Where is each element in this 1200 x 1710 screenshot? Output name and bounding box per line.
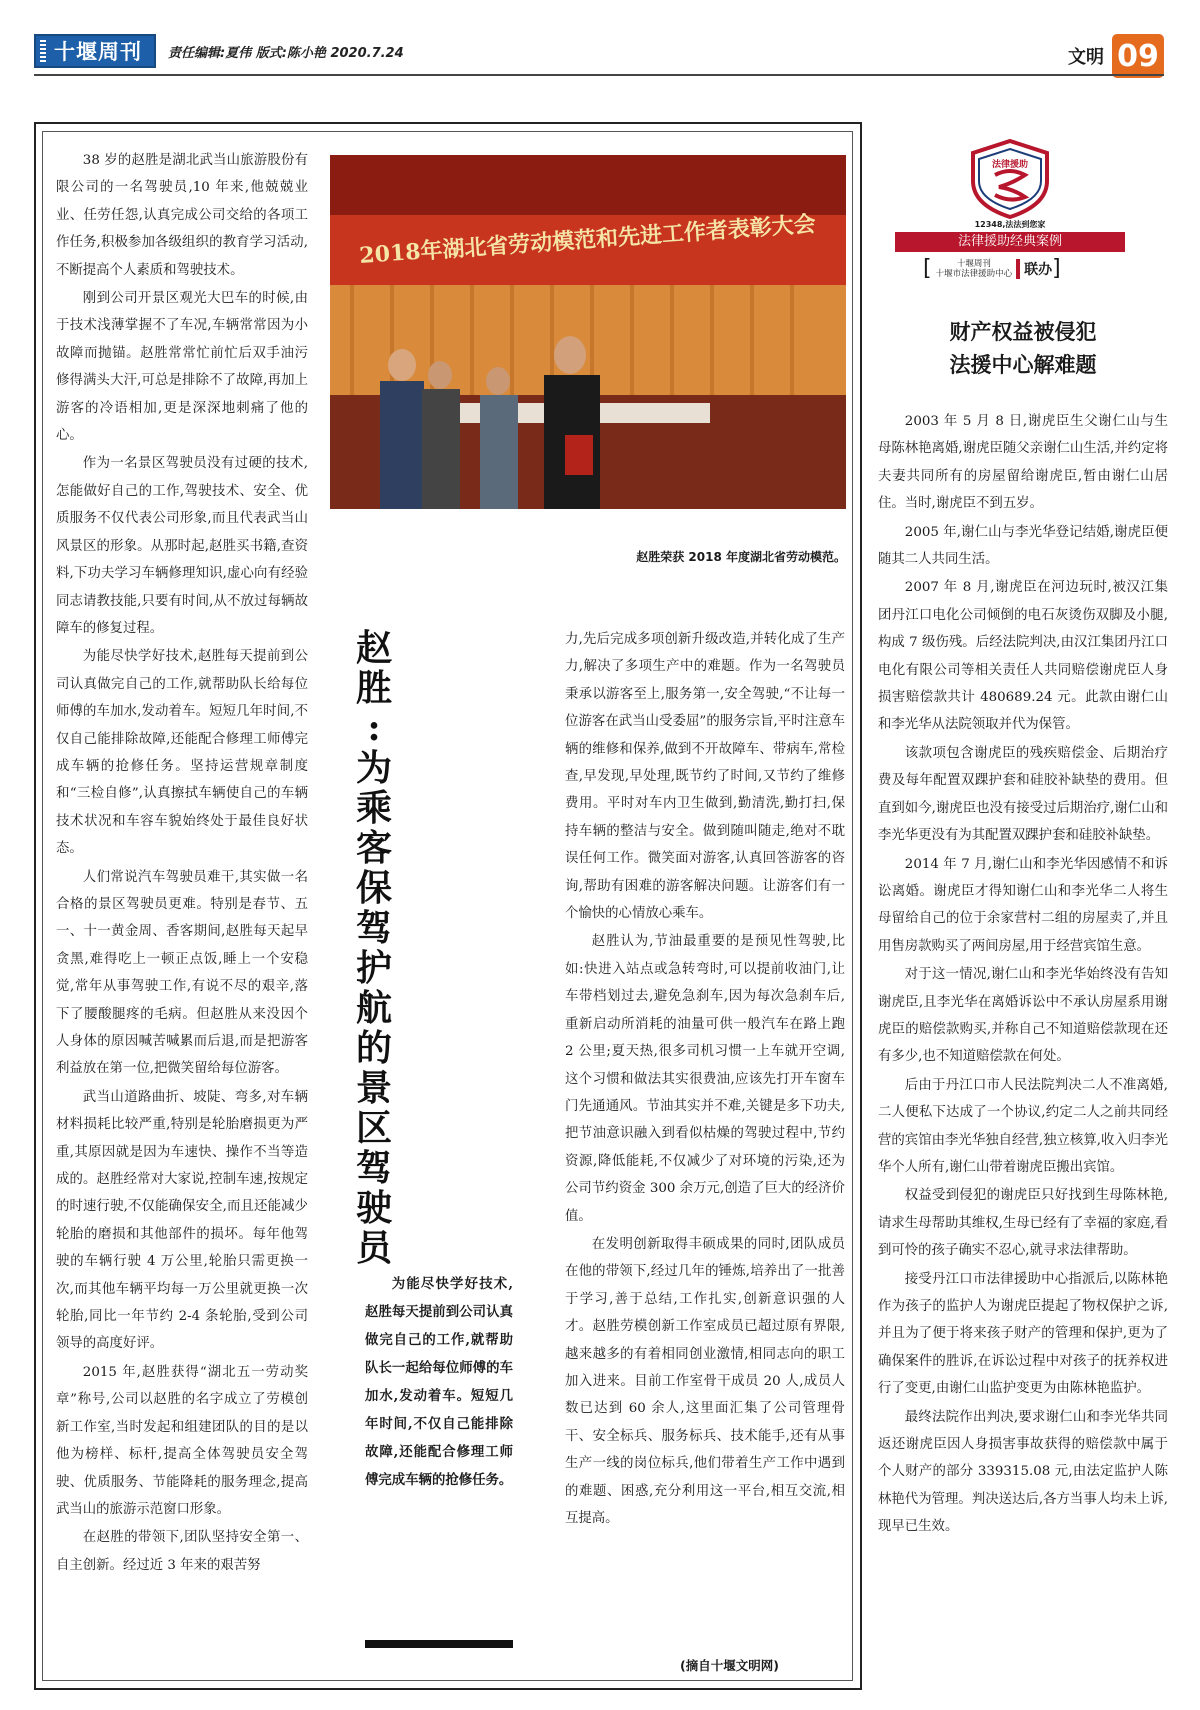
red-marker xyxy=(1016,259,1020,279)
paragraph: 赵胜认为,节油最重要的是预见性驾驶,比如:快进入站点或急转弯时,可以提前收油门,让车带档划过去,避免急刹车,因为每次急刹车后,重新启动所消耗的油量可供一般汽车在路上跑 2 公里;夏天热,很多司机习惯一上车就开空调,这个习惯和做法其实很费油,应该先打开车窗车门先通通风。节油其实并不难,关键是多下功夫,把节油意识融入到看似枯燥的驾驶过程中,节约资源,降低能耗,不仅减少了对环境的污染,还为公司节约资金 300 余万元,创造了巨大的经济价值。 xyxy=(565,934,845,1224)
organizer-list xyxy=(936,259,1013,279)
title-char: 驶 xyxy=(355,1187,392,1229)
logo-stripe xyxy=(40,40,46,62)
paragraph: 为能尽快学好技术,赵胜每天提前到公司认真做完自己的工作,就帮助队长给每位师傅的车加水,发动着车。短短几年时间,不仅自己能排除故障,还能配合修理工师傅完成车辆的抢修任务。坚持运营规章制度和“三检自修”,认真擦拭车辆使自己的车辆技术状况和车容车貌始终处于最佳良好状态。 xyxy=(56,649,308,857)
title-char: 客 xyxy=(355,827,392,869)
joint-organizers xyxy=(923,258,1061,280)
title-char: 航 xyxy=(355,987,392,1029)
shield-icon xyxy=(895,137,1125,219)
section-name: 文明 xyxy=(1068,47,1104,68)
paragraph: 武当山道路曲折、坡陡、弯多,对车辆材料损耗比较严重,特别是轮胎磨损更为严重,其原因就是因为车速快、操作不当等造成的。赵胜经常对大家说,控制车速,按规定的时速行驶,不仅能确保安全,而且还能减少轮胎的磨损和其他部件的损坏。每年他驾驶的车辆行驶 4 万公里,轮胎只需更换一次,而其他车辆平均每一万公里就更换一次轮胎,同比一年节约 2-4 条轮胎,受到公司领导的高度好评。 xyxy=(56,1089,308,1352)
bracket-left: [ xyxy=(923,256,932,281)
paragraph: 最终法院作出判决,要求谢仁山和李光华共同返还谢虎臣因人身损害事故获得的赔偿款中属于个人财产的部分 339315.08 元,由法定监护人陈林艳代为管理。判决送达后,各方当事人均未上诉,现早已生效。 xyxy=(878,1409,1168,1535)
sidebar-title-line: 法援中心解难题 xyxy=(949,352,1097,377)
joint-label: 联办 xyxy=(1024,262,1053,278)
title-char: 赵 xyxy=(355,627,392,669)
paragraph: 2007 年 8 月,谢虎臣在河边玩时,被汉江集团丹江口电化公司倾倒的电石灰烫伤双脚及小腿,构成 7 级伤残。后经法院判决,由汉江集团丹江口电化有限公司等相关责任人共同赔偿谢虎臣人身损害赔偿款共计 480689.24 元。此款由谢仁山和李光华从法院领取并代为保管。 xyxy=(878,580,1168,733)
paragraph: 对于这一情况,谢仁山和李光华始终没有告知谢虎臣,且李光华在离婚诉讼中不承认房屋系用谢虎臣的赔偿款购买,并称自己不知道赔偿款现在还有多少,也不知道赔偿款在何处。 xyxy=(878,967,1168,1065)
paragraph: 该款项包含谢虎臣的残疾赔偿金、后期治疗费及每年配置双踝护套和硅胶补缺垫的费用。但直到如今,谢虎臣也没有接受过后期治疗,谢仁山和李光华更没有为其配置双踝护套和硅胶补缺垫。 xyxy=(878,745,1168,844)
legal-aid-badge xyxy=(895,137,1125,279)
paragraph: 2003 年 5 月 8 日,谢虎臣生父谢仁山与生母陈林艳离婚,谢虎臣随父亲谢仁山生活,并约定将夫妻共同所有的房屋留给谢虎臣,暂由谢仁山居住。当时,谢虎臣不到五岁。 xyxy=(878,414,1168,512)
paragraph: 刚到公司开景区观光大巴车的时候,由于技术浅薄掌握不了车况,车辆常常因为小故障而抛锚。赵胜常常忙前忙后双手油污修得满头大汗,可总是排除不了故障,再加上游客的冷语相加,更是深深地刺痛了他的心。 xyxy=(56,291,308,444)
article-title-line xyxy=(348,748,400,1268)
paragraph: 38 岁的赵胜是湖北武当山旅游股份有限公司的一名驾驶员,10 年来,他兢兢业业、任劳任怨,认真完成公司交给的各项工作任务,积极参加各级组织的教育学习活动,不断提高个人素质和驾驶技术。 xyxy=(56,153,308,278)
article-column-3 xyxy=(565,626,845,1533)
page-number: 09 xyxy=(1112,34,1164,78)
sidebar-column xyxy=(878,408,1168,1542)
paragraph: 2015 年,赵胜获得“湖北五一劳动奖章”称号,公司以赵胜的名字成立了劳模创新工作室,当时发起和组建团队的目的是以他为榜样、标杆,提高全体驾驶员安全驾驶、优质服务、节能降耗的服务理念,提高武当山的旅游示范窗口形象。 xyxy=(56,1364,308,1517)
pull-quote-bar xyxy=(365,1640,513,1648)
paragraph: 2014 年 7 月,谢仁山和李光华因感情不和诉讼离婚。谢虎臣才得知谢仁山和李光华二人将生母留给自己的位于余家营村二组的房屋卖了,并且用售房款购买了两间房屋,用于经营宾馆生意。 xyxy=(878,856,1168,954)
title-char: 驾 xyxy=(355,1147,392,1189)
title-char: 为 xyxy=(355,747,392,789)
title-char: 驾 xyxy=(355,907,392,949)
editor-credits: 责任编辑:夏伟 版式:陈小艳 2020.7.24 xyxy=(168,45,404,61)
paragraph: 权益受到侵犯的谢虎臣只好找到生母陈林艳,请求生母帮助其维权,生母已经有了幸福的家庭,看到可怜的孩子确实不忍心,就寻求法律帮助。 xyxy=(878,1188,1168,1259)
badge-slogan: 12348,法法到您家 xyxy=(974,220,1046,229)
paragraph: 在赵胜的带领下,团队坚持安全第一、自主创新。经过近 3 年来的艰苦努 xyxy=(56,1530,308,1573)
article-source: (摘自十堰文明网) xyxy=(680,1658,779,1673)
paragraph: 力,先后完成多项创新升级改造,并转化成了生产力,解决了多项生产中的难题。作为一名驾驶员秉承以游客至上,服务第一,安全驾驶,“不让每一位游客在武当山受委屈”的服务宗旨,平时注意车辆的维修和保养,做到不开故障车、带病车,常检查,早发现,早处理,既节约了时间,又节约了维修费用。平时对车内卫生做到,勤清洗,勤打扫,保持车辆的整洁与安全。做到随叫随走,绝对不耽误任何工作。微笑面对游客,认真回答游客的咨询,帮助有困难的游客解决问题。让游客们有一个愉快的心情放心乘车。 xyxy=(565,632,845,922)
title-char: 胜 xyxy=(355,667,392,709)
badge-bar: 法律援助经典案例 xyxy=(895,232,1125,252)
paragraph: 2005 年,谢仁山与李光华登记结婚,谢虎臣便随其二人共同生活。 xyxy=(878,524,1168,568)
title-char: 护 xyxy=(355,947,392,989)
title-char: 员 xyxy=(355,1227,392,1269)
sidebar-title xyxy=(878,315,1168,381)
sidebar-title-line: 财产权益被侵犯 xyxy=(949,319,1097,344)
header-rule xyxy=(34,74,1164,76)
title-char: 乘 xyxy=(355,787,392,829)
title-char: 保 xyxy=(355,867,392,909)
title-char: 的 xyxy=(355,1027,392,1069)
paragraph: 作为一名景区驾驶员没有过硬的技术,怎能做好自己的工作,驾驶技术、安全、优质服务不仅代表公司形象,而且代表武当山风景区的形象。从那时起,赵胜买书籍,查资料,下功夫学习车辆修理知识,虚心向有经验同志请教技能,只要有时间,从不放过每辆故障车的修复过程。 xyxy=(56,456,308,636)
paragraph: 在发明创新取得丰硕成果的同时,团队成员在他的带领下,经过几年的锤炼,培养出了一批善于学习,善于总结,工作扎实,创新意识强的人才。赵胜劳模创新工作室成员已超过原有界限,越来越多的有着相同创业激情,相同志向的职工加入进来。目前工作室骨干成员 20 人,成员人数已达到 60 余人,这里面汇集了公司管理骨干、安全标兵、服务标兵、技术能手,还有从事生产一线的岗位标兵,他们带着生产工作中遇到的难题、困惑,充分利用这一平台,相互交流,相互提高。 xyxy=(565,1236,845,1526)
article-title xyxy=(348,628,400,1268)
photo-banner-text: 2018年湖北省劳动模范和先进工作者表彰大会 xyxy=(358,211,817,269)
paper-logo xyxy=(34,34,156,68)
paper-name: 十堰周刊 xyxy=(54,40,142,64)
photo-caption: 赵胜荣获 2018 年度湖北省劳动模范。 xyxy=(636,550,846,564)
section-header xyxy=(1068,34,1164,78)
paragraph: 人们常说汽车驾驶员难干,其实做一名合格的景区驾驶员更难。特别是春节、五一、十一黄金周、香客期间,赵胜每天起早贪黑,难得吃上一顿正点饭,睡上一个安稳觉,常年从事驾驶工作,有说不尽的艰辛,落下了腰酸腿疼的毛病。但赵胜从来没因个人身体的原因喊苦喊累而后退,而是把游客利益放在第一位,把微笑留给每位游客。 xyxy=(56,869,308,1077)
badge-top-text: 法律援助 xyxy=(991,160,1029,170)
masthead xyxy=(34,35,404,67)
pull-quote: 为能尽快学好技术,赵胜每天提前到公司认真做完自己的工作,就帮助队长一起给每位师傅的车加水,发动着车。短短几年时间,不仅自己能排除故障,还能配合修理工师傅完成车辆的抢修任务。 xyxy=(365,1276,513,1488)
award-photo xyxy=(330,155,846,509)
article-column-1 xyxy=(56,147,308,1580)
organizer: 十堰市法律援助中心 xyxy=(935,269,1013,279)
paragraph: 接受丹江口市法律援助中心指派后,以陈林艳作为孩子的监护人为谢虎臣提起了物权保护之诉,并且为了便于将来孩子财产的管理和保护,更为了确保案件的胜诉,在诉讼过程中对孩子的抚养权进行了变更,由谢仁山监护变更为由陈林艳监护。 xyxy=(878,1271,1168,1397)
article-title-line xyxy=(348,628,400,748)
title-char: 区 xyxy=(355,1107,392,1149)
organizer: 十堰周刊 xyxy=(956,259,991,269)
paragraph: 后由于丹江口市人民法院判决二人不准离婚,二人便私下达成了一个协议,约定二人之前共同经营的宾馆由李光华独自经营,独立核算,收入归李光华个人所有,谢仁山带着谢虎臣搬出宾馆。 xyxy=(878,1077,1168,1175)
bracket-right: ] xyxy=(1052,256,1061,281)
award-photo-illustration xyxy=(330,155,846,509)
title-char: 景 xyxy=(355,1067,392,1109)
title-char: : xyxy=(367,707,381,749)
